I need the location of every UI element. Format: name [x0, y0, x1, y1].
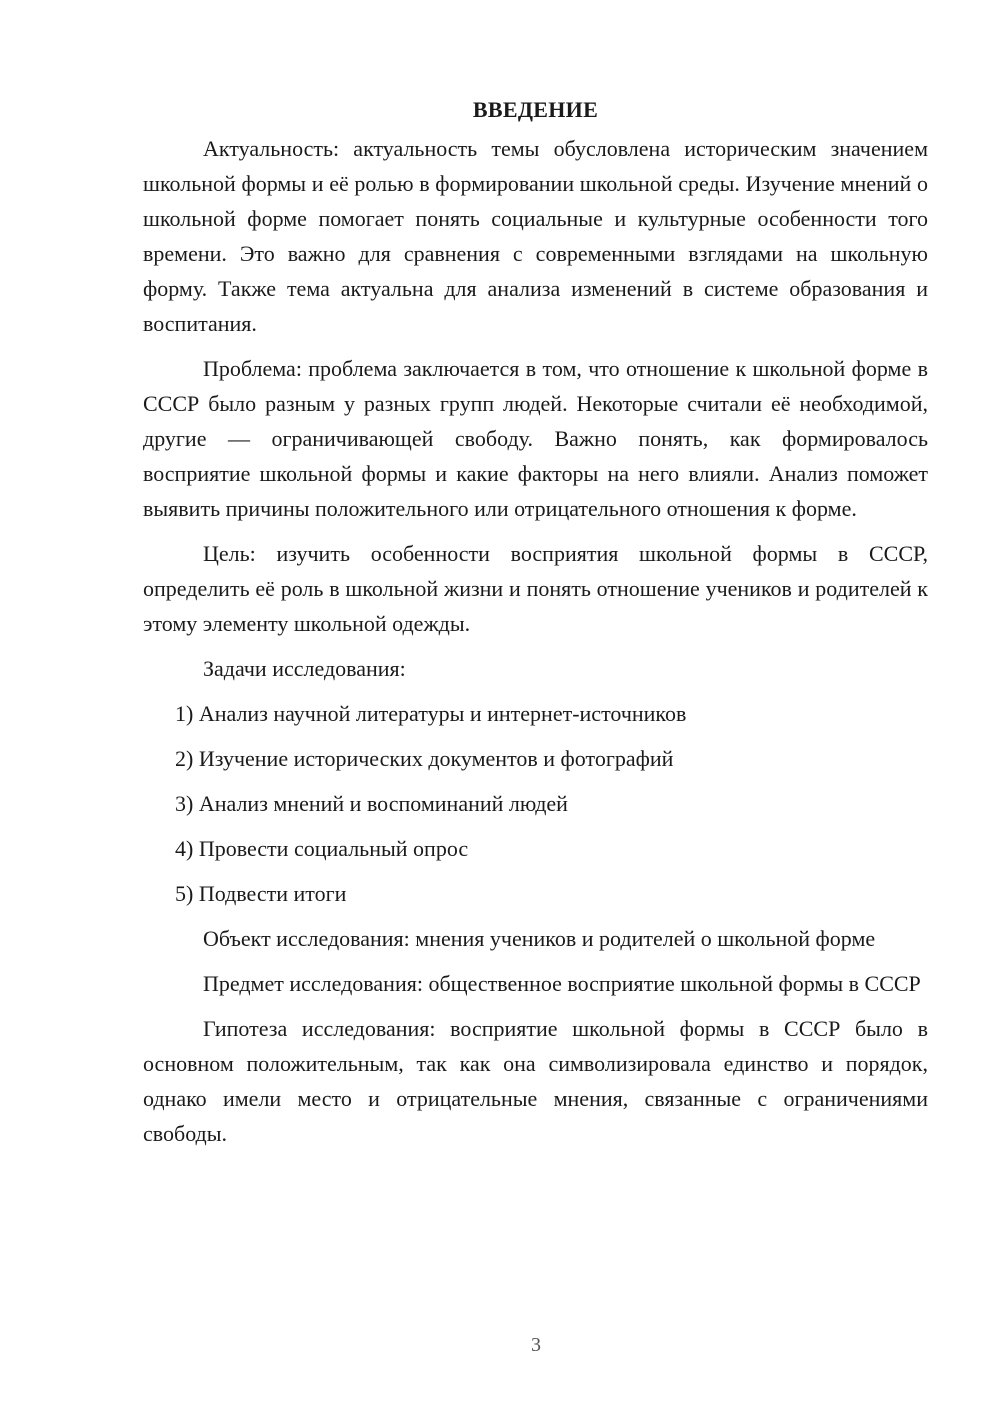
page-number: 3	[531, 1334, 541, 1356]
paragraph-hypothesis: Гипотеза исследования: восприятие школьной формы в СССР было в основном положительным, так как она символизировала единство и порядок, однако имели место и отрицательные мнения, связанные с ограничениями свободы.	[143, 1016, 928, 1146]
tasks-list	[143, 696, 928, 911]
list-item: 5) Подвести итоги	[175, 881, 347, 906]
paragraph-subject: Предмет исследования: общественное восприятие школьной формы в СССР	[203, 971, 921, 996]
list-item: 3) Анализ мнений и воспоминаний людей	[175, 791, 568, 816]
list-item: 1) Анализ научной литературы и интернет-источников	[175, 701, 687, 726]
paragraph-problem: Проблема: проблема заключается в том, что отношение к школьной форме в СССР было разным у разных групп людей. Некоторые считали её необходимой, другие — ограничивающей свободу. Важно понять, как формировалось восприятие школьной формы и какие факторы на него влияли. Анализ поможет выявить причины положительного или отрицательного отношения к форме.	[143, 356, 928, 521]
document-page	[143, 92, 928, 1161]
page-title: ВВЕДЕНИЕ	[472, 97, 599, 122]
list-item: 4) Провести социальный опрос	[175, 836, 469, 861]
paragraph-relevance: Актуальность: актуальность темы обусловлена историческим значением школьной формы и её ролью в формировании школьной среды. Изучение мнений о школьной форме помогает понять социальные и культурные особенности того времени. Это важно для сравнения с современными взглядами на школьную форму. Также тема актуальна для анализа изменений в системе образования и воспитания.	[143, 136, 928, 336]
paragraph-object: Объект исследования: мнения учеников и родителей о школьной форме	[203, 926, 876, 951]
tasks-title: Задачи исследования:	[203, 656, 406, 681]
paragraph-goal: Цель: изучить особенности восприятия школьной формы в СССР, определить её роль в школьной жизни и понять отношение учеников и родителей к этому элементу школьной одежды.	[143, 541, 928, 636]
list-item: 2) Изучение исторических документов и фотографий	[175, 746, 674, 771]
